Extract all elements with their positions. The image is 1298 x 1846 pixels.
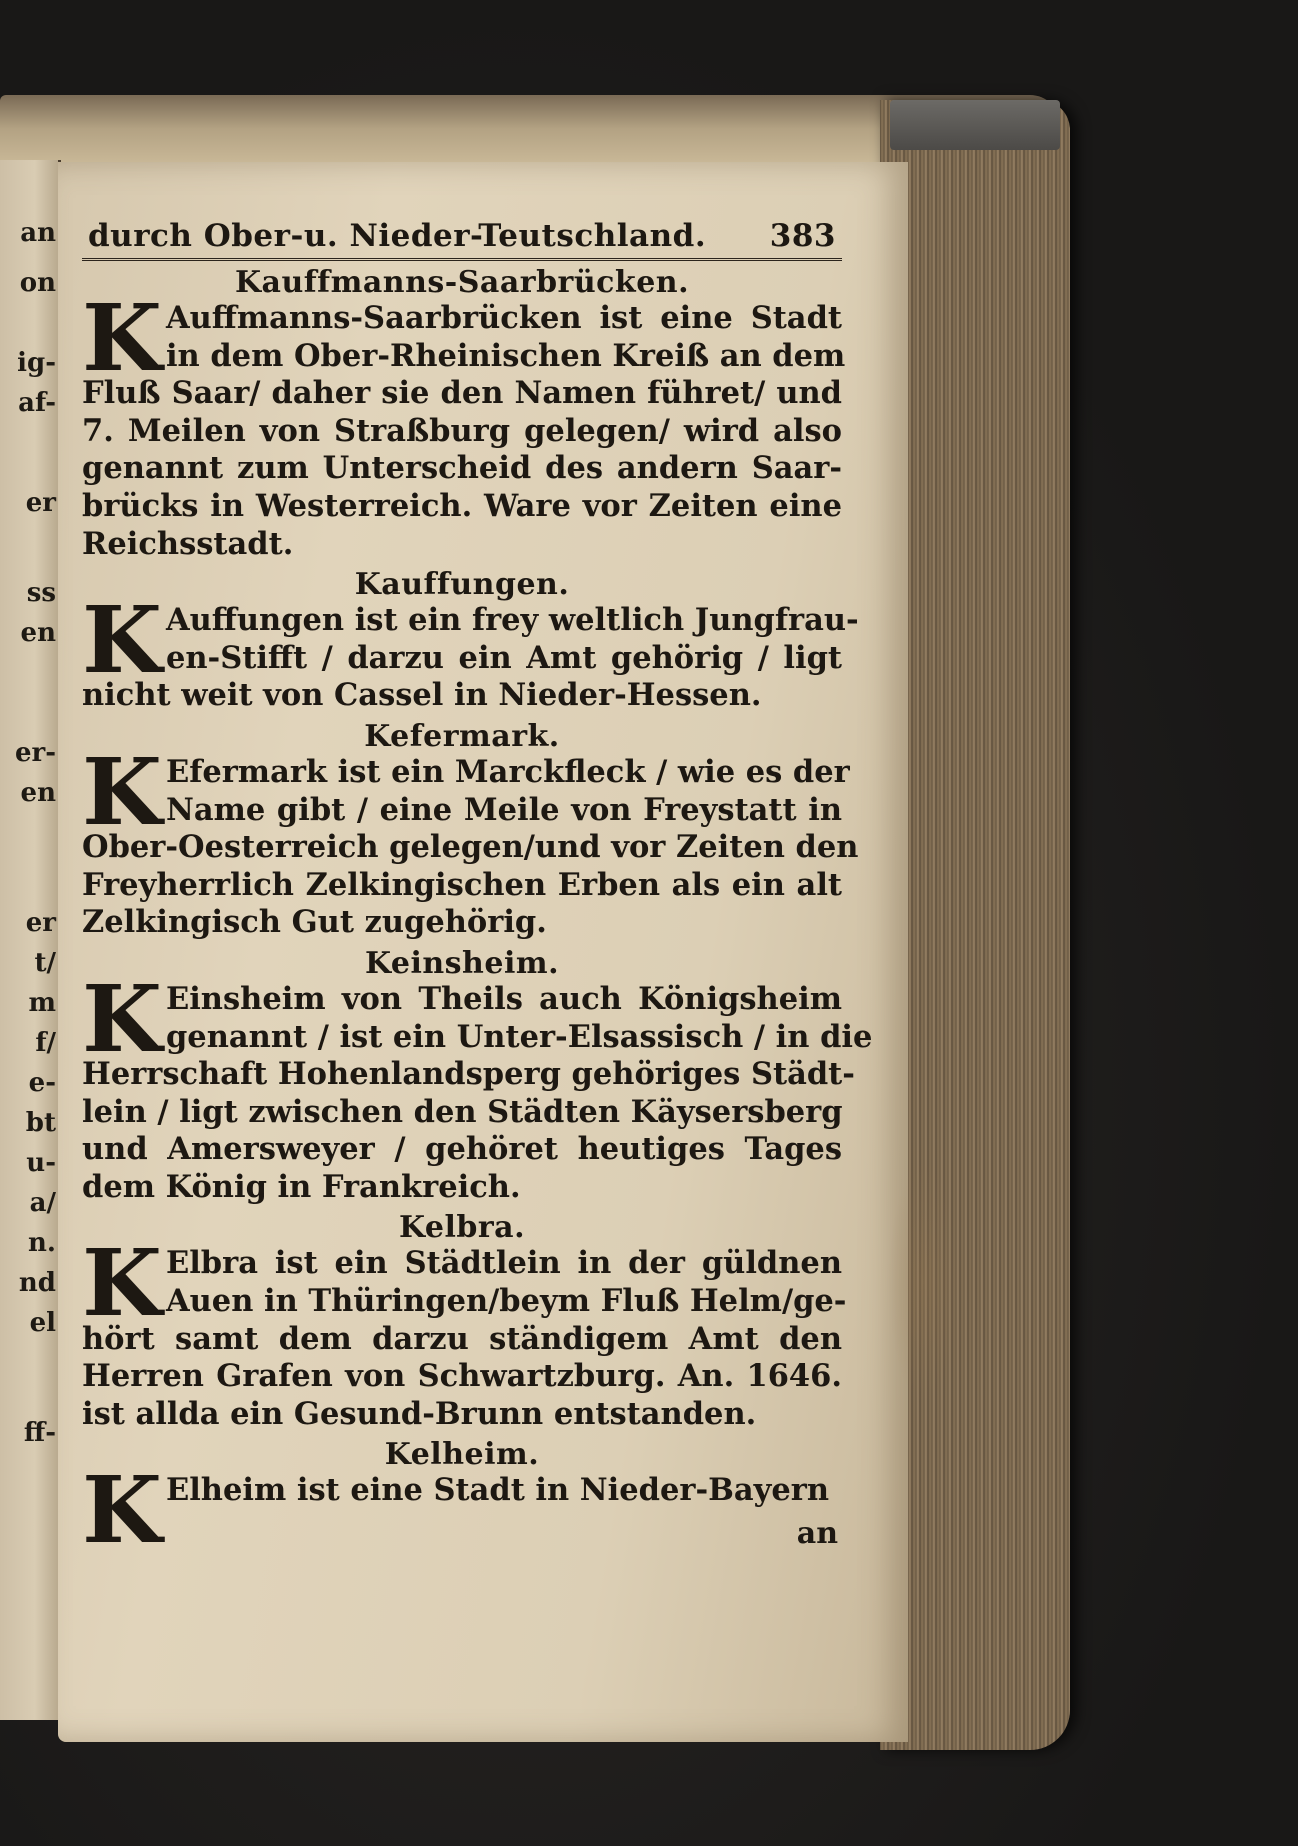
entry-body xyxy=(82,284,846,563)
text-line: Ober-Oesterreich gelegen/und vor Zeiten den xyxy=(82,829,859,866)
text-line: Efermark ist ein Marckfleck / wie es der xyxy=(165,753,850,790)
entry-title: Kelbra. xyxy=(398,1210,526,1246)
page-stain xyxy=(888,1162,958,1402)
left-margin-fragment: er- xyxy=(14,738,56,768)
drop-cap: K xyxy=(82,586,162,695)
left-margin-fragment: f/ xyxy=(35,1028,56,1058)
text-line: Freyherrlich Zelkingischen Erben als ein alt xyxy=(82,866,842,903)
text-line: brücks in Westerreich. Ware vor Zeiten eine xyxy=(82,487,842,524)
left-margin-fragment: en xyxy=(20,618,56,648)
left-margin-fragment: er xyxy=(25,488,56,518)
drop-cap: K xyxy=(82,964,162,1073)
left-margin-fragment: t/ xyxy=(34,948,56,978)
book-fore-edge xyxy=(880,100,1070,1750)
text-line: Auffmanns-Saarbrücken ist eine Stadt xyxy=(165,300,842,336)
text-line: Auffungen ist ein frey weltlich Jungfrau- xyxy=(165,602,859,639)
running-head-title: durch Ober-u. Nieder-Teutschland. xyxy=(88,218,707,254)
text-line: Name gibt / eine Meile von Freystatt in xyxy=(165,791,842,828)
left-margin-fragment: an xyxy=(20,218,56,248)
entry-body xyxy=(82,964,873,1207)
text-line: und Amersweyer / gehöret heutiges Tages xyxy=(82,1131,842,1168)
left-margin-fragment: e- xyxy=(28,1068,56,1098)
left-margin-fragment: u- xyxy=(26,1148,56,1178)
text-line: ist allda ein Gesund-Brunn entstanden. xyxy=(82,1395,757,1432)
left-margin-fragment: a/ xyxy=(29,1188,56,1218)
left-margin-fragment: ff- xyxy=(23,1418,56,1448)
catchword: an xyxy=(796,1516,838,1552)
entry-body xyxy=(82,586,859,715)
entry-body xyxy=(82,737,859,942)
book-page xyxy=(58,162,908,1742)
drop-cap: K xyxy=(82,1229,162,1338)
text-line: Zelkingisch Gut zugehörig. xyxy=(82,904,547,941)
left-page-fragment xyxy=(0,160,61,1720)
left-margin-fragment: on xyxy=(19,268,56,298)
page-text-block xyxy=(82,218,873,1565)
text-line: Auen in Thüringen/beym Fluß Helm/ge- xyxy=(165,1283,847,1320)
entries-list xyxy=(82,265,873,1565)
drop-cap: K xyxy=(82,284,162,392)
text-line: in dem Ober-Rheinischen Kreiß an dem xyxy=(165,337,846,374)
entry-title: Kauffungen. xyxy=(354,567,570,603)
text-line: hört samt dem darzu ständigem Amt den xyxy=(82,1320,842,1357)
text-line: Reichsstadt. xyxy=(82,525,294,562)
left-margin-fragment: er xyxy=(25,908,56,938)
left-margin-fragment: bt xyxy=(25,1108,56,1138)
text-line: Fluß Saar/ daher sie den Namen führet/ und xyxy=(82,375,842,412)
running-head xyxy=(82,218,842,261)
left-margin-fragment: af- xyxy=(18,388,56,418)
text-line: Herren Grafen von Schwartzburg. An. 1646. xyxy=(82,1358,842,1395)
text-line: dem König in Frankreich. xyxy=(82,1168,521,1205)
text-line: genannt / ist ein Unter-Elsassisch / in die xyxy=(165,1018,873,1055)
left-margin-fragment: en xyxy=(20,778,56,808)
text-line: lein / ligt zwischen den Städten Käysersberg xyxy=(82,1093,843,1130)
entry-body xyxy=(82,1229,847,1433)
entry-title: Keinsheim. xyxy=(364,945,560,981)
left-margin-fragment: n. xyxy=(28,1228,56,1258)
left-margin-fragment: ss xyxy=(26,578,56,608)
drop-cap: K xyxy=(82,1456,162,1565)
text-line: 7. Meilen von Straßburg gelegen/ wird also xyxy=(82,412,842,449)
entry-title: Kauffmanns-Saarbrücken. xyxy=(234,265,690,300)
entry-title: Kelheim. xyxy=(384,1437,540,1473)
left-margin-fragment: m xyxy=(28,988,56,1018)
text-line: nicht weit von Cassel in Nieder-Hessen. xyxy=(82,677,762,714)
drop-cap: K xyxy=(82,737,162,846)
text-line: Elbra ist ein Städtlein in der güldnen xyxy=(165,1245,842,1282)
text-line: Elheim ist eine Stadt in Nieder-Bayern xyxy=(165,1472,830,1509)
text-line: en-Stifft / darzu ein Amt gehörig / ligt xyxy=(165,639,842,676)
text-line: genannt zum Unterscheid des andern Saar- xyxy=(82,450,842,487)
text-line: Einsheim von Theils auch Königsheim xyxy=(165,980,842,1017)
left-margin-fragment: el xyxy=(29,1308,56,1338)
entry-title: Kefermark. xyxy=(364,718,560,754)
text-line: Herrschaft Hohenlandsperg gehöriges Städt- xyxy=(82,1056,855,1093)
page-number: 383 xyxy=(769,218,836,254)
left-margin-fragment: nd xyxy=(18,1268,56,1298)
left-margin-fragment: ig- xyxy=(17,348,56,378)
book-clasp xyxy=(890,100,1060,150)
